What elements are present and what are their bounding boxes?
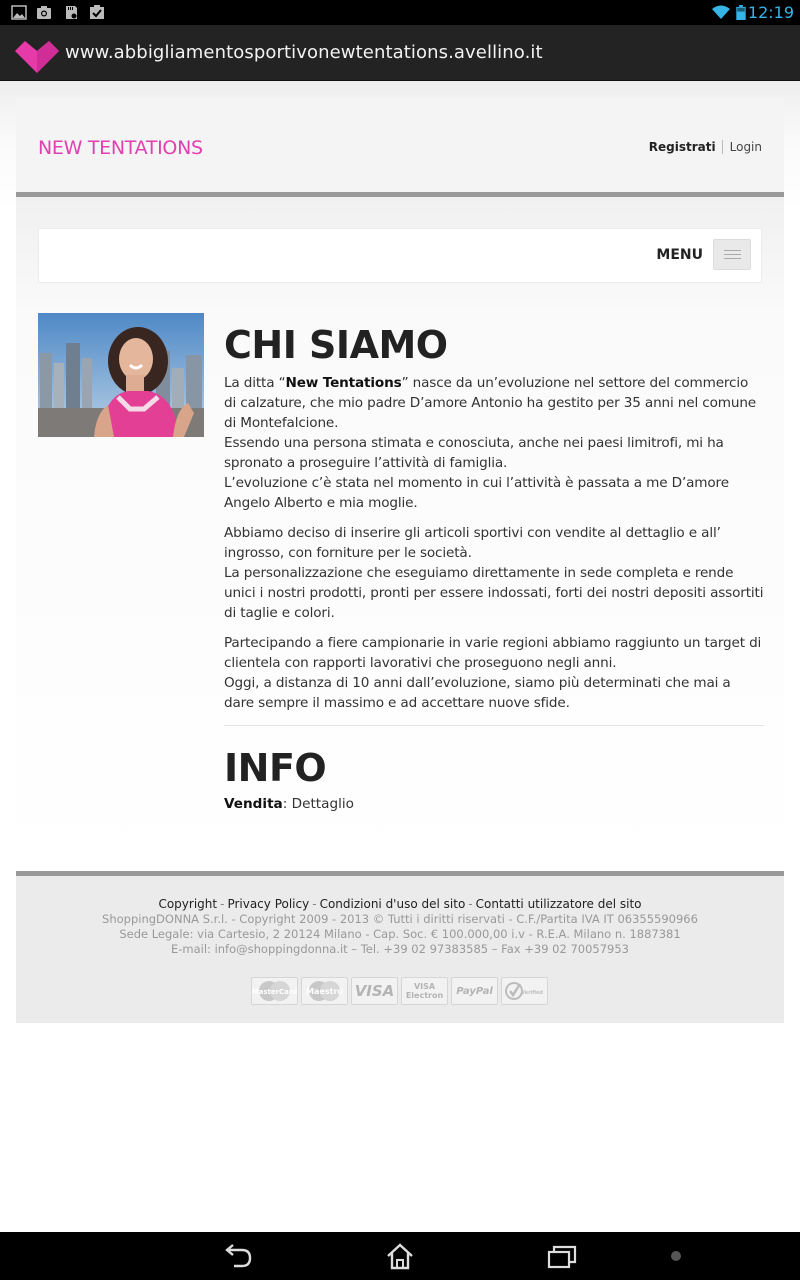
camera-icon — [36, 5, 52, 20]
text-fragment: ” nasce da un’evoluzione nel settore del commercio di calzature, che mio padre D’amore Antonio ha gestito per 35 anni nel comune di Montefalcione. — [224, 375, 757, 431]
sd-card-icon — [63, 5, 79, 20]
site-header — [16, 97, 784, 197]
login-link[interactable]: Login — [729, 140, 762, 154]
section-divider — [224, 725, 764, 726]
page-url[interactable]: www.abbigliamentosportivonewtentations.avellino.it — [65, 42, 543, 63]
page-wrapper — [16, 97, 784, 1023]
maestro-label: Maestro — [306, 987, 343, 996]
main-area — [16, 197, 784, 871]
about-content — [224, 323, 764, 812]
hamburger-icon-line — [724, 258, 741, 259]
footer-link-terms[interactable]: Condizioni d'uso del sito — [319, 897, 466, 911]
info-value: : Dettaglio — [282, 796, 354, 812]
auth-links — [649, 140, 762, 154]
dot-icon — [660, 1242, 692, 1270]
back-icon[interactable] — [222, 1242, 254, 1270]
info-title: INFO — [224, 746, 327, 790]
about-paragraph-1 — [224, 373, 764, 513]
profile-photo — [38, 313, 204, 437]
clipboard-check-icon — [89, 5, 105, 20]
hamburger-menu-button[interactable] — [713, 239, 751, 270]
about-paragraph-2 — [224, 523, 764, 623]
hamburger-icon-line — [724, 254, 741, 255]
text-fragment: La ditta “ — [224, 375, 286, 391]
clock: 12:19 — [747, 3, 794, 22]
company-name: New Tentations — [285, 375, 402, 391]
woman-running-image — [38, 313, 204, 437]
footer-link-contacts[interactable]: Contatti utilizzatore del sito — [475, 897, 642, 911]
footer-links — [16, 897, 784, 911]
text-fragment: Essendo una persona stimata e conosciuta, anche nei paesi limitrofi, mi ha spronato a proseguire l’attività di famiglia. — [224, 435, 724, 471]
site-footer — [16, 871, 784, 1023]
footer-copyright-line: ShoppingDONNA S.r.l. - Copyright 2009 - 2013 © Tutti i diritti riservati - C.F./Partita IVA IT 06355590966 — [102, 912, 698, 926]
wifi-icon — [711, 5, 731, 20]
home-icon[interactable] — [384, 1242, 416, 1270]
app-logo-heart-icon[interactable] — [12, 35, 62, 75]
separator: - — [468, 897, 473, 911]
paypal-icon: PayPal — [451, 977, 498, 1005]
visa-icon: VISA — [351, 977, 398, 1005]
info-label: Vendita — [224, 796, 283, 812]
footer-link-privacy[interactable]: Privacy Policy — [227, 897, 310, 911]
menu-bar — [38, 228, 762, 283]
status-bar — [0, 0, 800, 25]
visa-electron-icon: VISA Electron — [401, 977, 448, 1005]
hamburger-icon — [724, 250, 741, 251]
navigation-bar — [0, 1232, 800, 1280]
app-bar — [0, 25, 800, 81]
site-brand[interactable]: NEW TENTATIONS — [38, 137, 203, 159]
text-fragment: L’evoluzione c’è stata nel momento in cui l’attività è passata a me D’amore Angelo Alberto e mia moglie. — [224, 475, 729, 511]
mastercard-label: MasterCard — [252, 988, 297, 996]
text-fragment: Abbiamo deciso di inserire gli articoli sportivi con vendite al dettaglio e all’ ingrosso, con forniture per le società. — [224, 525, 721, 561]
footer-link-copyright[interactable]: Copyright — [158, 897, 218, 911]
page-title: CHI SIAMO — [224, 323, 448, 367]
verified-label: Verified — [521, 990, 543, 996]
web-view — [0, 81, 800, 1232]
separator: - — [220, 897, 225, 911]
mastercard-icon — [251, 977, 298, 1005]
verified-icon — [501, 977, 548, 1005]
separator: - — [312, 897, 317, 911]
about-paragraph-3 — [224, 633, 764, 713]
text-fragment: Oggi, a distanza di 10 anni dall’evoluzione, siamo più determinati che mai a dare sempre il massimo e ad accettare nuove sfide. — [224, 675, 731, 711]
info-sale-type — [224, 796, 764, 812]
battery-icon — [735, 5, 747, 20]
menu-label[interactable]: MENU — [656, 247, 703, 263]
text-fragment: La personalizzazione che eseguiamo direttamente in sede completa e rende unici i nostri prodotti, pronti per essere indossati, forti dei nostri depositi assortiti di taglie e colori. — [224, 565, 764, 621]
text-fragment: Partecipando a fiere campionarie in varie regioni abbiamo raggiunto un target di clientela con rapporti lavorativi che proseguono negli anni. — [224, 635, 762, 671]
register-link[interactable]: Registrati — [649, 140, 723, 154]
recent-apps-icon[interactable] — [546, 1242, 578, 1270]
footer-contact-line: E-mail: info@shoppingdonna.it – Tel. +39 02 97383585 – Fax +39 02 70057953 — [170, 942, 629, 956]
gallery-icon — [11, 5, 27, 20]
footer-address-line: Sede Legale: via Cartesio, 2 20124 Milano - Cap. Soc. € 100.000,00 i.v - R.E.A. Milano n. 1887381 — [119, 927, 681, 941]
maestro-icon — [301, 977, 348, 1005]
